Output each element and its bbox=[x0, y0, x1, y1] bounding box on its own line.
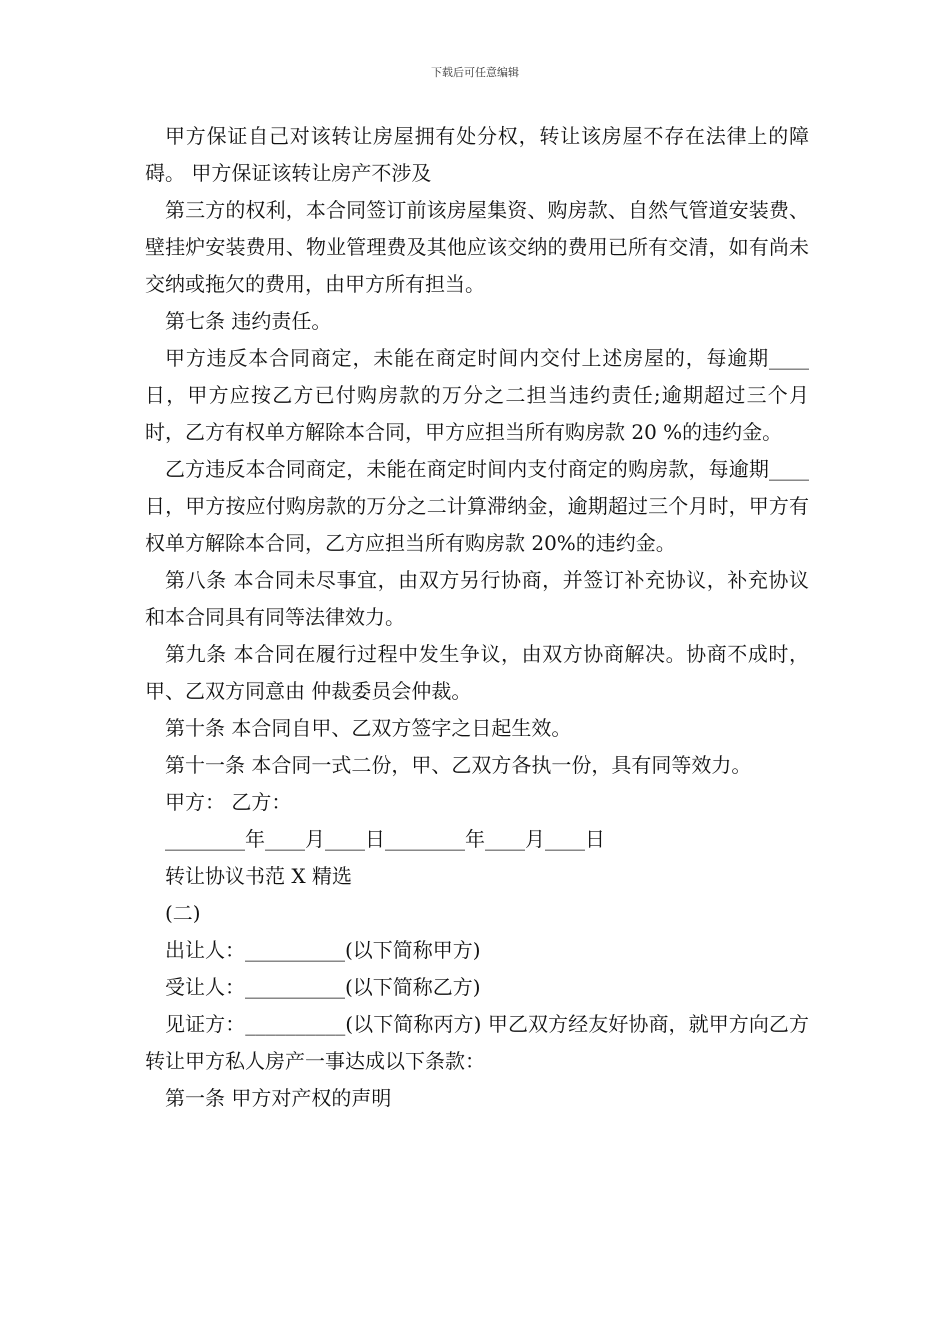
paragraph-article-8: 第八条 本合同未尽事宜，由双方另行协商，并签订补充协议，补充协议和本合同具有同等法律效力。 bbox=[145, 568, 809, 629]
paragraph-transferor: 出让人：__________(以下简称甲方) bbox=[165, 938, 481, 962]
page-header-note: 下载后可任意编辑 bbox=[431, 66, 519, 79]
paragraph-date-lines: ________年____月____日________年____月____日 bbox=[165, 827, 605, 851]
paragraph-article-9: 第九条 本合同在履行过程中发生争议，由双方协商解决。协商不成时，甲、乙双方同意由 仲裁委员会仲裁。 bbox=[145, 642, 809, 703]
paragraph-transferee: 受让人：__________(以下简称乙方) bbox=[165, 975, 481, 999]
paragraph-ownership-guarantee: 甲方保证自己对该转让房屋拥有处分权，转让该房屋不存在法律上的障碍。 甲方保证该转让房产不涉及 bbox=[145, 124, 809, 185]
paragraph-third-party-rights: 第三方的权利，本合同签订前该房屋集资、购房款、自然气管道安装费、壁挂炉安装费用、物业管理费及其他应该交纳的费用已所有交清，如有尚未交纳或拖欠的费用，由甲方所有担当。 bbox=[145, 198, 809, 296]
paragraph-article-7-title: 第七条 违约责任。 bbox=[165, 309, 332, 333]
paragraph-agreement-title: 转让协议书范 X 精选 bbox=[165, 864, 352, 888]
paragraph-article-11: 第十一条 本合同一式二份，甲、乙双方各执一份，具有同等效力。 bbox=[165, 753, 752, 777]
paragraph-witness: 见证方：__________(以下简称丙方) 甲乙双方经友好协商，就甲方向乙方转让甲方私人房产一事达成以下条款： bbox=[145, 1012, 809, 1073]
paragraph-signatures: 甲方： 乙方： bbox=[165, 790, 292, 814]
document-body bbox=[145, 118, 809, 1117]
paragraph-article-1: 第一条 甲方对产权的声明 bbox=[165, 1086, 392, 1110]
paragraph-party-a-breach: 甲方违反本合同商定，未能在商定时间内交付上述房屋的，每逾期____日，甲方应按乙方已付购房款的万分之二担当违约责任;逾期超过三个月时，乙方有权单方解除本合同，甲方应担当所有购房款 20 %的违约金。 bbox=[145, 346, 809, 444]
paragraph-party-b-breach: 乙方违反本合同商定，未能在商定时间内支付商定的购房款，每逾期____日，甲方按应付购房款的万分之二计算滞纳金，逾期超过三个月时，甲方有权单方解除本合同，乙方应担当所有购房款 20%的违约金。 bbox=[145, 457, 809, 555]
paragraph-section-two: (二) bbox=[165, 901, 201, 925]
paragraph-article-10: 第十条 本合同自甲、乙双方签字之日起生效。 bbox=[165, 716, 572, 740]
